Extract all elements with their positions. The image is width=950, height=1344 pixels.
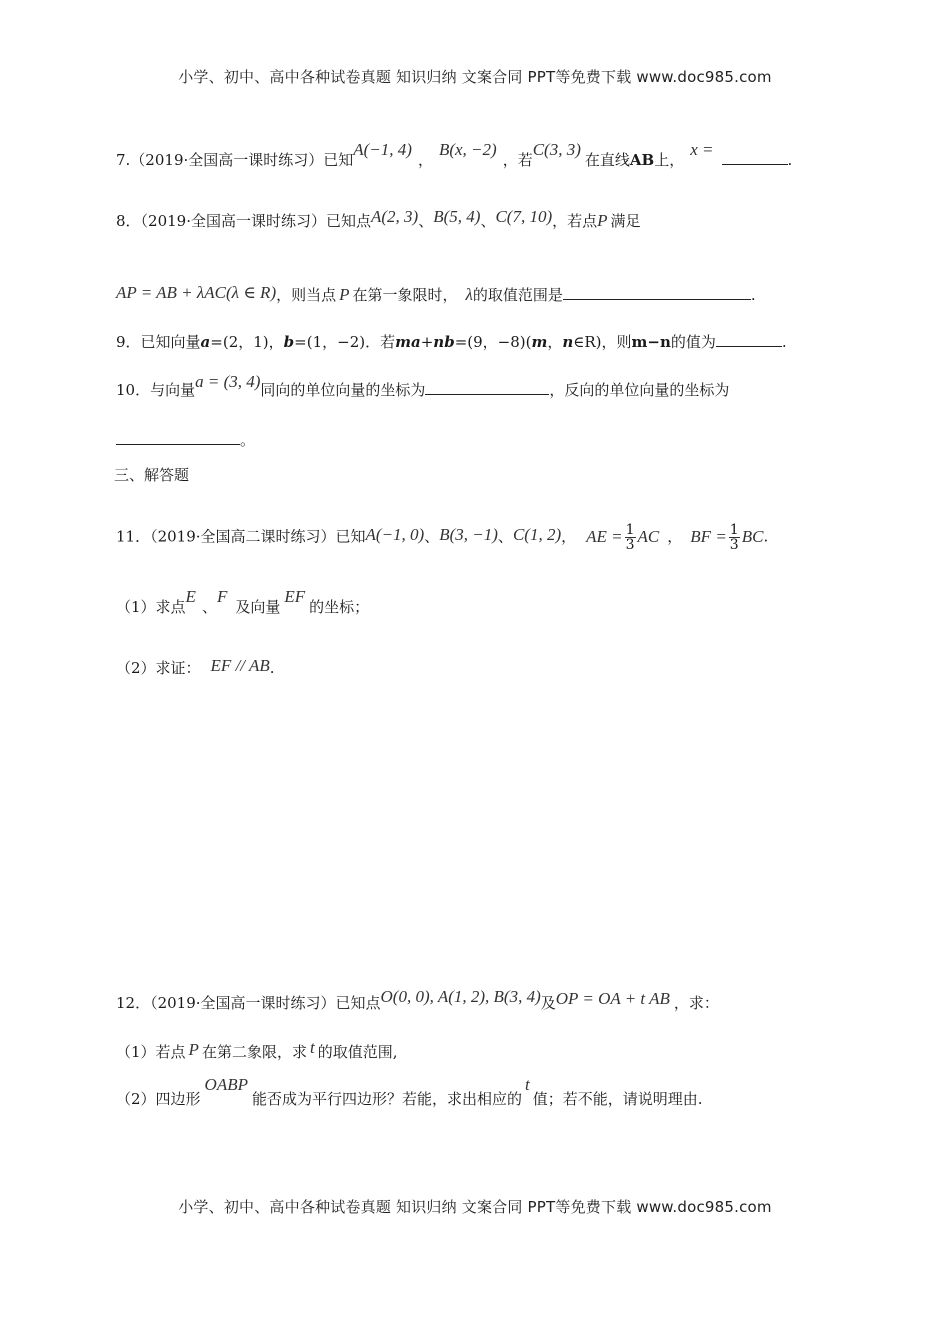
q9-b-val: =(1，−2)．若 xyxy=(294,333,396,351)
q11-p2-label: （2）求证： xyxy=(116,659,201,677)
q7-on: 上， xyxy=(654,151,685,169)
q12-p1-t: t xyxy=(309,1038,315,1057)
q11-sep3: ， xyxy=(561,527,577,546)
q7-prefix: 7.（2019·全国高一课时练习）已知 xyxy=(116,151,354,169)
question-10 xyxy=(116,372,730,400)
q11-p1-sep: 、 xyxy=(201,598,217,616)
q9-end: . xyxy=(781,333,787,351)
q11-end: . xyxy=(763,527,769,546)
q8-point-c: C(7, 10) xyxy=(495,207,553,226)
q12-tail: ，求： xyxy=(673,994,719,1012)
question-11-part2 xyxy=(116,658,275,678)
q11-frac1-num: 1 xyxy=(625,522,635,538)
question-7 xyxy=(116,140,793,170)
q12-p1-mid: 在第二象限，求 xyxy=(201,1043,307,1061)
q11-fraction-2 xyxy=(729,523,740,552)
q11-ac: AC xyxy=(637,526,660,546)
q12-p2-t: t xyxy=(525,1075,530,1094)
q8-point-b: B(5, 4) xyxy=(433,207,481,226)
q7-sep2: ，若 xyxy=(502,151,533,169)
q12-p1-p: P xyxy=(188,1040,199,1059)
q11-p2-math: EF // AB xyxy=(210,656,270,675)
q7-answer-blank[interactable] xyxy=(722,150,788,165)
q9-plus: + xyxy=(420,333,434,351)
q11-p1-end: 的坐标； xyxy=(309,598,370,616)
q8-point-p2: P xyxy=(339,285,350,304)
q7-point-b: B(x, −2) xyxy=(438,140,497,159)
q10-t1: 同向的单位向量的坐标为 xyxy=(260,381,426,399)
question-12-part1 xyxy=(116,1038,398,1062)
q10-end: 。 xyxy=(240,431,256,449)
q7-ab: AB xyxy=(629,151,655,169)
q10-same-dir-blank[interactable] xyxy=(425,380,549,395)
q8-equation: AP = AB + λAC(λ ∈ R) xyxy=(116,283,277,302)
q11-point-a: A(−1, 0) xyxy=(365,524,425,544)
q12-p2-mid: 能否成为平行四边形？若能，求出相应的 xyxy=(251,1090,522,1108)
q11-p1-f: F xyxy=(216,587,228,606)
q8-tail: 满足 xyxy=(610,212,641,230)
q9-vec-b2: b xyxy=(444,333,455,351)
q12-p1-end: 的取值范围, xyxy=(317,1043,398,1061)
q8-lambda: λ xyxy=(465,285,473,304)
q9-vec-b: b xyxy=(283,333,295,351)
q9-in-r: ∈R)，则 xyxy=(573,333,632,351)
q11-frac1-den: 3 xyxy=(625,537,635,553)
q9-vec-a: a xyxy=(200,333,211,351)
q7-point-a: A(−1, 4) xyxy=(353,140,412,159)
q12-equation: OP = OA + t AB xyxy=(555,989,670,1008)
q8-answer-blank[interactable] xyxy=(563,285,751,300)
q11-sep1: 、 xyxy=(424,527,440,546)
q12-p2-oabp: OABP xyxy=(204,1075,248,1094)
q11-p1-label: （1）求点 xyxy=(116,598,186,616)
q8-l2b: 在第一象限时， xyxy=(352,286,458,304)
q9-n2: n xyxy=(562,333,574,351)
q12-and: 及 xyxy=(540,994,556,1012)
q10-opposite-dir-blank[interactable] xyxy=(116,430,240,445)
section-title: 三、解答题 xyxy=(114,466,190,484)
q9-vec-a2: a xyxy=(410,333,421,351)
q9-rhs: =(9，−8)( xyxy=(454,333,532,351)
q10-prefix: 10．与向量 xyxy=(116,381,196,399)
q7-end: . xyxy=(787,151,793,169)
q11-sep4: ， xyxy=(667,527,683,546)
q7-sep1: ， xyxy=(417,151,433,169)
q11-p1-mid: 及向量 xyxy=(235,598,281,616)
q12-prefix: 12．（2019·全国高一课时练习）已知点 xyxy=(116,994,381,1012)
q11-frac2-den: 3 xyxy=(729,537,739,553)
q9-comma: ， xyxy=(547,333,563,351)
q8-point-a: A(2, 3) xyxy=(371,207,419,226)
q8-end: . xyxy=(750,286,756,304)
footer-banner: 小学、初中、高中各种试卷真题 知识归纳 文案合同 PPT等免费下载 www.doc985.com xyxy=(178,1198,772,1216)
q11-bc: BC xyxy=(741,526,764,546)
q11-point-b: B(3, −1) xyxy=(439,524,498,544)
q11-p1-e: E xyxy=(185,587,196,606)
q10-t2: ，反向的单位向量的坐标为 xyxy=(549,381,730,399)
q9-prefix: 9．已知向量 xyxy=(116,333,201,351)
header-banner: 小学、初中、高中各种试卷真题 知识归纳 文案合同 PPT等免费下载 www.doc985.com xyxy=(178,68,772,86)
q11-point-c: C(1, 2) xyxy=(512,524,562,544)
question-8 xyxy=(116,207,641,231)
q11-frac2-num: 1 xyxy=(729,522,739,538)
question-12-part2 xyxy=(116,1075,703,1109)
q9-a-val: =(2，1)， xyxy=(210,333,284,351)
question-12 xyxy=(116,987,719,1013)
q11-fraction-1 xyxy=(625,523,636,552)
q8-point-p: P xyxy=(597,211,608,230)
q12-points: O(0, 0), A(1, 2), B(3, 4) xyxy=(380,987,541,1006)
q8-sep1: 、 xyxy=(418,212,434,230)
question-11-part1 xyxy=(116,587,370,617)
q7-mid: 在直线 xyxy=(584,151,630,169)
q8-sep2: 、 xyxy=(480,212,496,230)
question-11 xyxy=(116,523,768,552)
q12-p2-label: （2）四边形 xyxy=(116,1090,201,1108)
q9-n: n xyxy=(433,333,445,351)
q12-p2-end: 值；若不能，请说明理由. xyxy=(532,1090,703,1108)
q9-tail: 的值为 xyxy=(670,333,716,351)
q7-point-c: C(3, 3) xyxy=(532,140,581,159)
q11-bf-eq: BF = xyxy=(690,526,727,546)
q11-p1-ef: EF xyxy=(284,587,306,606)
q11-ae-eq: AE = xyxy=(586,526,623,546)
q8-mid: ，若点 xyxy=(552,212,598,230)
q8-l2a: ，则当点 xyxy=(276,286,337,304)
q9-m2: m xyxy=(531,333,548,351)
q9-answer-blank[interactable] xyxy=(716,332,782,347)
q9-m: m xyxy=(395,333,411,351)
q11-p2-end: . xyxy=(269,659,275,677)
q11-prefix: 11．（2019·全国高二课时练习）已知 xyxy=(116,527,366,546)
q7-x: x = xyxy=(690,140,714,159)
question-8-line2 xyxy=(116,285,756,305)
q9-m-minus-n: m−n xyxy=(631,333,671,351)
q8-prefix: 8．（2019·全国高一课时练习）已知点 xyxy=(116,212,371,230)
q10-vector-a: a = (3, 4) xyxy=(195,372,261,391)
q11-sep2: 、 xyxy=(497,527,513,546)
q12-p1-label: （1）若点 xyxy=(116,1043,186,1061)
question-9 xyxy=(116,332,787,352)
question-10-line2 xyxy=(116,430,255,450)
q8-l2c: 的取值范围是 xyxy=(472,286,563,304)
